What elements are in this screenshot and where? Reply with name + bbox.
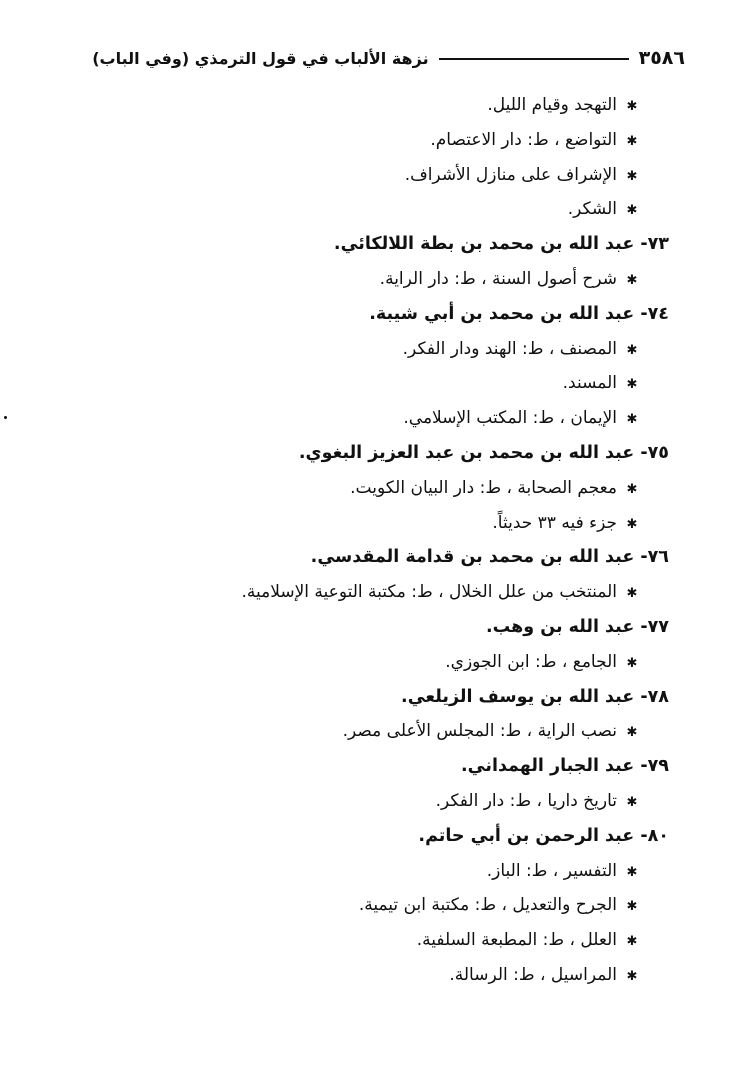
item-text: المصنف ، ط: الهند ودار الفكر. [402,338,617,359]
header-rule [439,58,629,60]
bullet-star-icon: ✱ [626,272,638,288]
list-item [137,123,697,158]
bullet-star-icon: ✱ [626,934,638,950]
list-item [137,192,697,227]
list-item [137,88,697,123]
list-item [137,332,697,367]
item-text: التواضع ، ط: دار الاعتصام. [430,129,617,150]
item-text: المراسيل ، ط: الرسالة. [449,964,617,985]
page-number: ٣٥٨٦ [638,47,685,69]
list-item [137,714,697,749]
list-item [137,401,697,436]
item-text: معجم الصحابة ، ط: دار البيان الكويت. [350,477,617,498]
item-text: الجرح والتعديل ، ط: مكتبة ابن تيمية. [358,895,617,916]
item-text: الجامع ، ط: ابن الجوزي. [445,651,617,672]
entry-text: ٧٦- عبد الله بن محمد بن قدامة المقدسي. [310,547,669,568]
page-body [137,88,697,993]
entry-heading [137,436,697,471]
running-title: نزهة الألباب في قول الترمذي (وفي الباب) [92,48,429,68]
list-item [137,158,697,193]
list-item [137,854,697,889]
entry-heading [137,540,697,575]
bullet-star-icon: ✱ [626,516,638,532]
bullet-star-icon: ✱ [626,899,638,915]
list-item [137,888,697,923]
bullet-star-icon: ✱ [626,794,638,810]
list-item [137,645,697,680]
item-text: الإشراف على منازل الأشراف. [404,164,617,185]
entry-text: ٧٥- عبد الله بن محمد بن عبد العزيز البغوي. [298,442,669,463]
entry-heading [137,610,697,645]
list-item [137,958,697,993]
entry-text: ٧٤- عبد الله بن محمد بن أبي شيبة. [369,303,669,324]
bullet-star-icon: ✱ [626,377,638,393]
bullet-star-icon: ✱ [626,203,638,219]
bullet-star-icon: ✱ [626,655,638,671]
bullet-star-icon: ✱ [626,864,638,880]
item-text: الشكر. [567,199,617,220]
list-item [137,784,697,819]
list-item [137,575,697,610]
scan-speck [4,416,7,419]
bullet-star-icon: ✱ [626,342,638,358]
bullet-star-icon: ✱ [626,412,638,428]
entry-heading [137,680,697,715]
item-text: تاريخ داريا ، ط: دار الفكر. [435,790,617,811]
bullet-star-icon: ✱ [626,968,638,984]
entry-text: ٨٠- عبد الرحمن بن أبي حاتم. [418,825,669,846]
page-header [60,44,685,72]
entry-text: ٧٣- عبد الله بن محمد بن بطة اللالكائي. [333,234,669,255]
item-text: المنتخب من علل الخلال ، ط: مكتبة التوعية الإسلامية. [241,582,617,603]
item-text: المسند. [562,373,617,394]
bullet-star-icon: ✱ [626,99,638,114]
list-item [137,923,697,958]
list-item [137,262,697,297]
bullet-star-icon: ✱ [626,168,638,184]
bullet-star-icon: ✱ [626,586,638,602]
list-item [137,471,697,506]
bullet-star-icon: ✱ [626,133,638,149]
entry-heading [137,819,697,854]
item-text: شرح أصول السنة ، ط: دار الراية. [379,268,617,289]
entry-text: ٧٧- عبد الله بن وهب. [485,616,669,637]
entry-heading [137,297,697,332]
entry-heading [137,749,697,784]
list-item [137,506,697,541]
bullet-star-icon: ✱ [626,481,638,497]
item-text: الإيمان ، ط: المكتب الإسلامي. [403,408,617,429]
entry-heading [137,227,697,262]
bullet-star-icon: ✱ [626,725,638,741]
item-text: التهجد وقيام الليل. [487,95,617,115]
item-text: جزء فيه ٣٣ حديثاً. [492,512,617,533]
item-text: التفسير ، ط: الباز. [486,860,617,881]
entry-text: ٧٩- عبد الجبار الهمداني. [461,756,669,777]
item-text: العلل ، ط: المطبعة السلفية. [416,930,617,951]
list-item [137,366,697,401]
item-text: نصب الراية ، ط: المجلس الأعلى مصر. [342,721,617,742]
entry-text: ٧٨- عبد الله بن يوسف الزيلعي. [401,686,669,707]
